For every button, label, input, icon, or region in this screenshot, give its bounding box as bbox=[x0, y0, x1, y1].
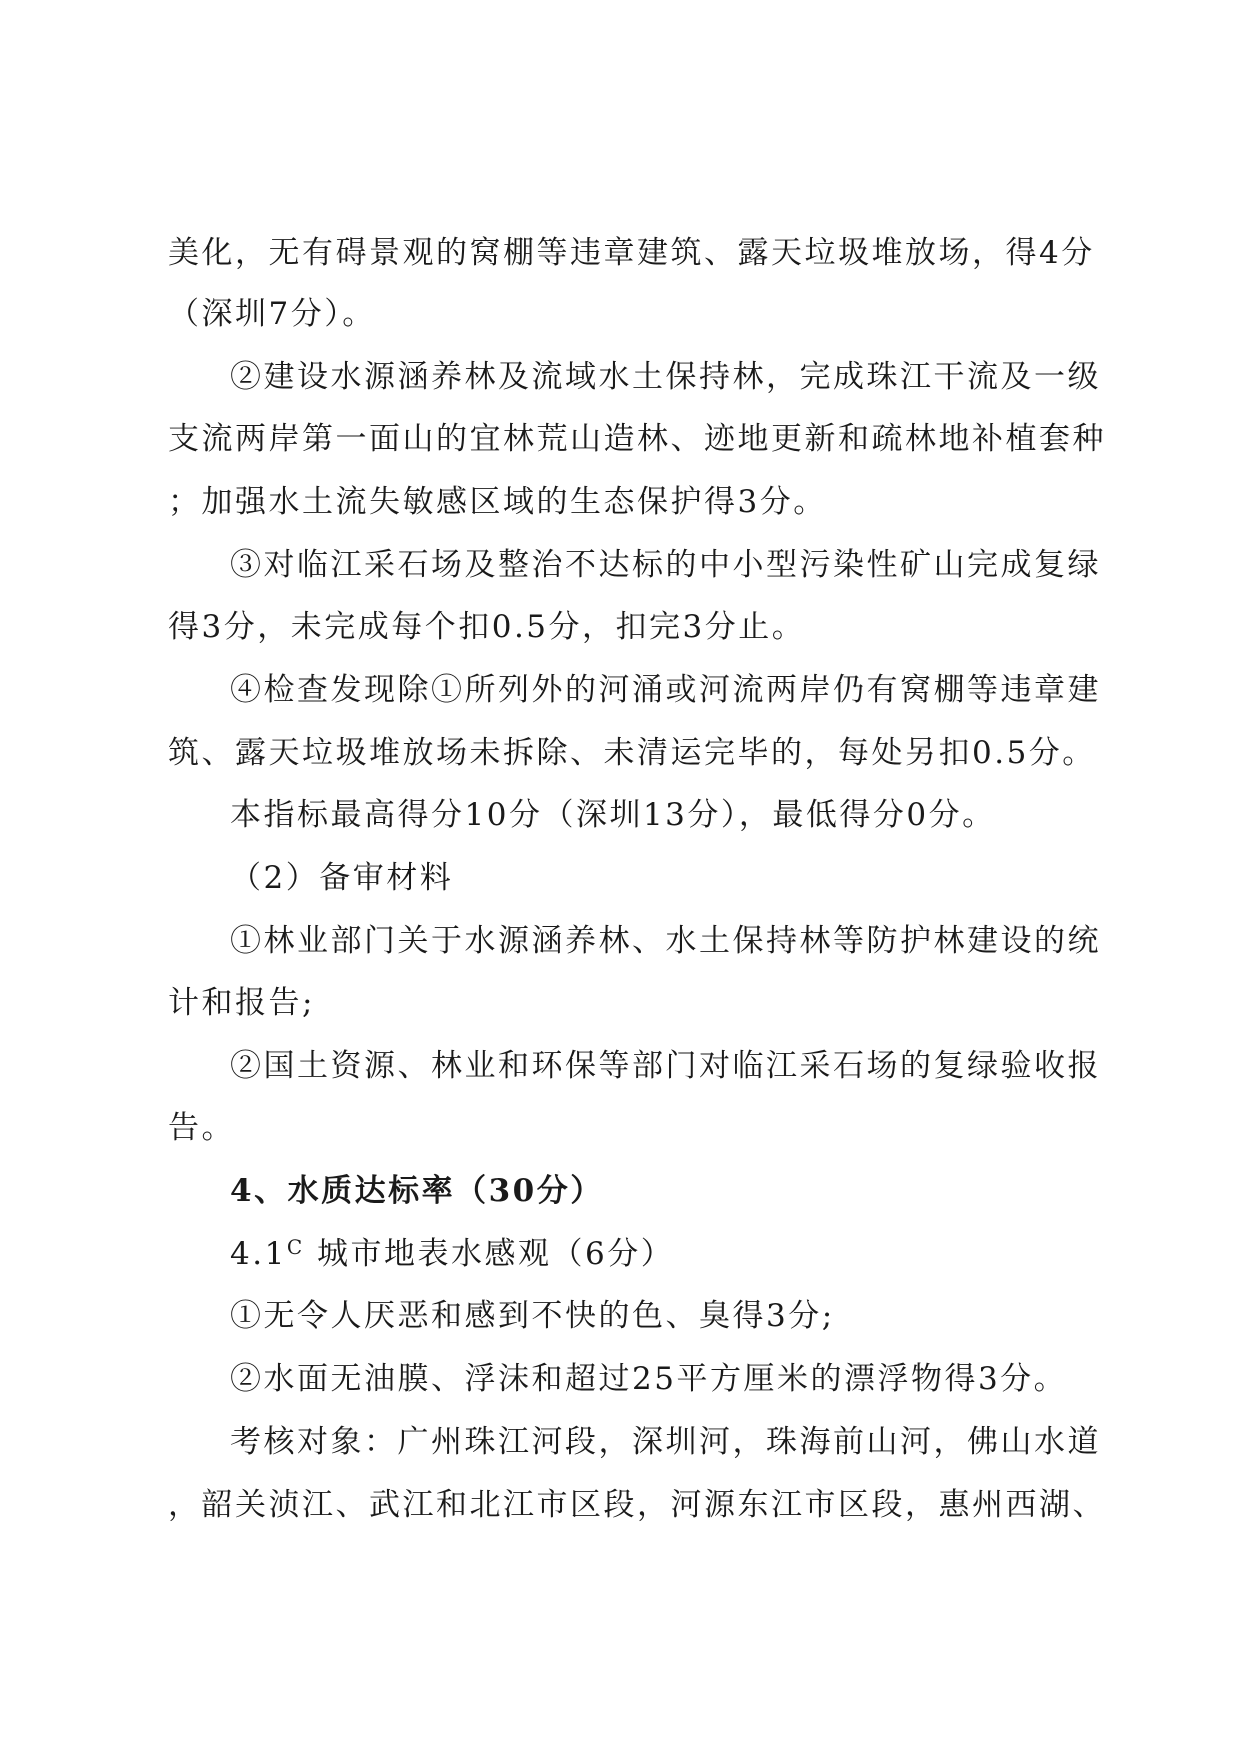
text-line: ，韶关浈江、武江和北江市区段，河源东江市区段，惠州西湖、 bbox=[168, 1487, 1106, 1523]
text-line: ①无令人厌恶和感到不快的色、臭得3分; bbox=[230, 1298, 835, 1334]
subsection-heading bbox=[230, 1234, 674, 1274]
text-line: ④检查发现除①所列外的河涌或河流两岸仍有窝棚等违章建 bbox=[230, 672, 1101, 708]
text-line: ②建设水源涵养林及流域水土保持林，完成珠江干流及一级 bbox=[230, 359, 1101, 395]
text-line: 支流两岸第一面山的宜林荒山造林、迹地更新和疏林地补植套种 bbox=[168, 421, 1106, 457]
text-line: 美化，无有碍景观的窝棚等违章建筑、露天垃圾堆放场，得4分 bbox=[168, 235, 1095, 271]
section-heading: （2）备审材料 bbox=[230, 860, 454, 896]
section-heading: 4、水质达标率（30分） bbox=[230, 1173, 604, 1209]
text-line: 得3分，未完成每个扣0.5分，扣完3分止。 bbox=[168, 609, 806, 645]
text-line: 告。 bbox=[168, 1110, 235, 1146]
subsection-marker: C bbox=[286, 1235, 305, 1259]
text-line: 计和报告; bbox=[168, 985, 315, 1021]
text-line: ②水面无油膜、浮沫和超过25平方厘米的漂浮物得3分。 bbox=[230, 1361, 1068, 1397]
text-line: 筑、露天垃圾堆放场未拆除、未清运完毕的，每处另扣0.5分。 bbox=[168, 735, 1096, 771]
text-line: ；加强水土流失敏感区域的生态保护得3分。 bbox=[168, 484, 827, 520]
text-line: ②国土资源、林业和环保等部门对临江采石场的复绿验收报 bbox=[230, 1048, 1101, 1084]
subsection-title: 城市地表水感观（6分） bbox=[304, 1236, 675, 1272]
text-line: ③对临江采石场及整治不达标的中小型污染性矿山完成复绿 bbox=[230, 547, 1101, 583]
text-line: 考核对象：广州珠江河段，深圳河，珠海前山河，佛山水道 bbox=[230, 1424, 1101, 1460]
subsection-number: 4.1 bbox=[230, 1236, 287, 1272]
text-line: （深圳7分）。 bbox=[168, 296, 376, 332]
text-line: 本指标最高得分10分（深圳13分），最低得分0分。 bbox=[230, 797, 996, 833]
text-line: ①林业部门关于水源涵养林、水土保持林等防护林建设的统 bbox=[230, 923, 1101, 959]
